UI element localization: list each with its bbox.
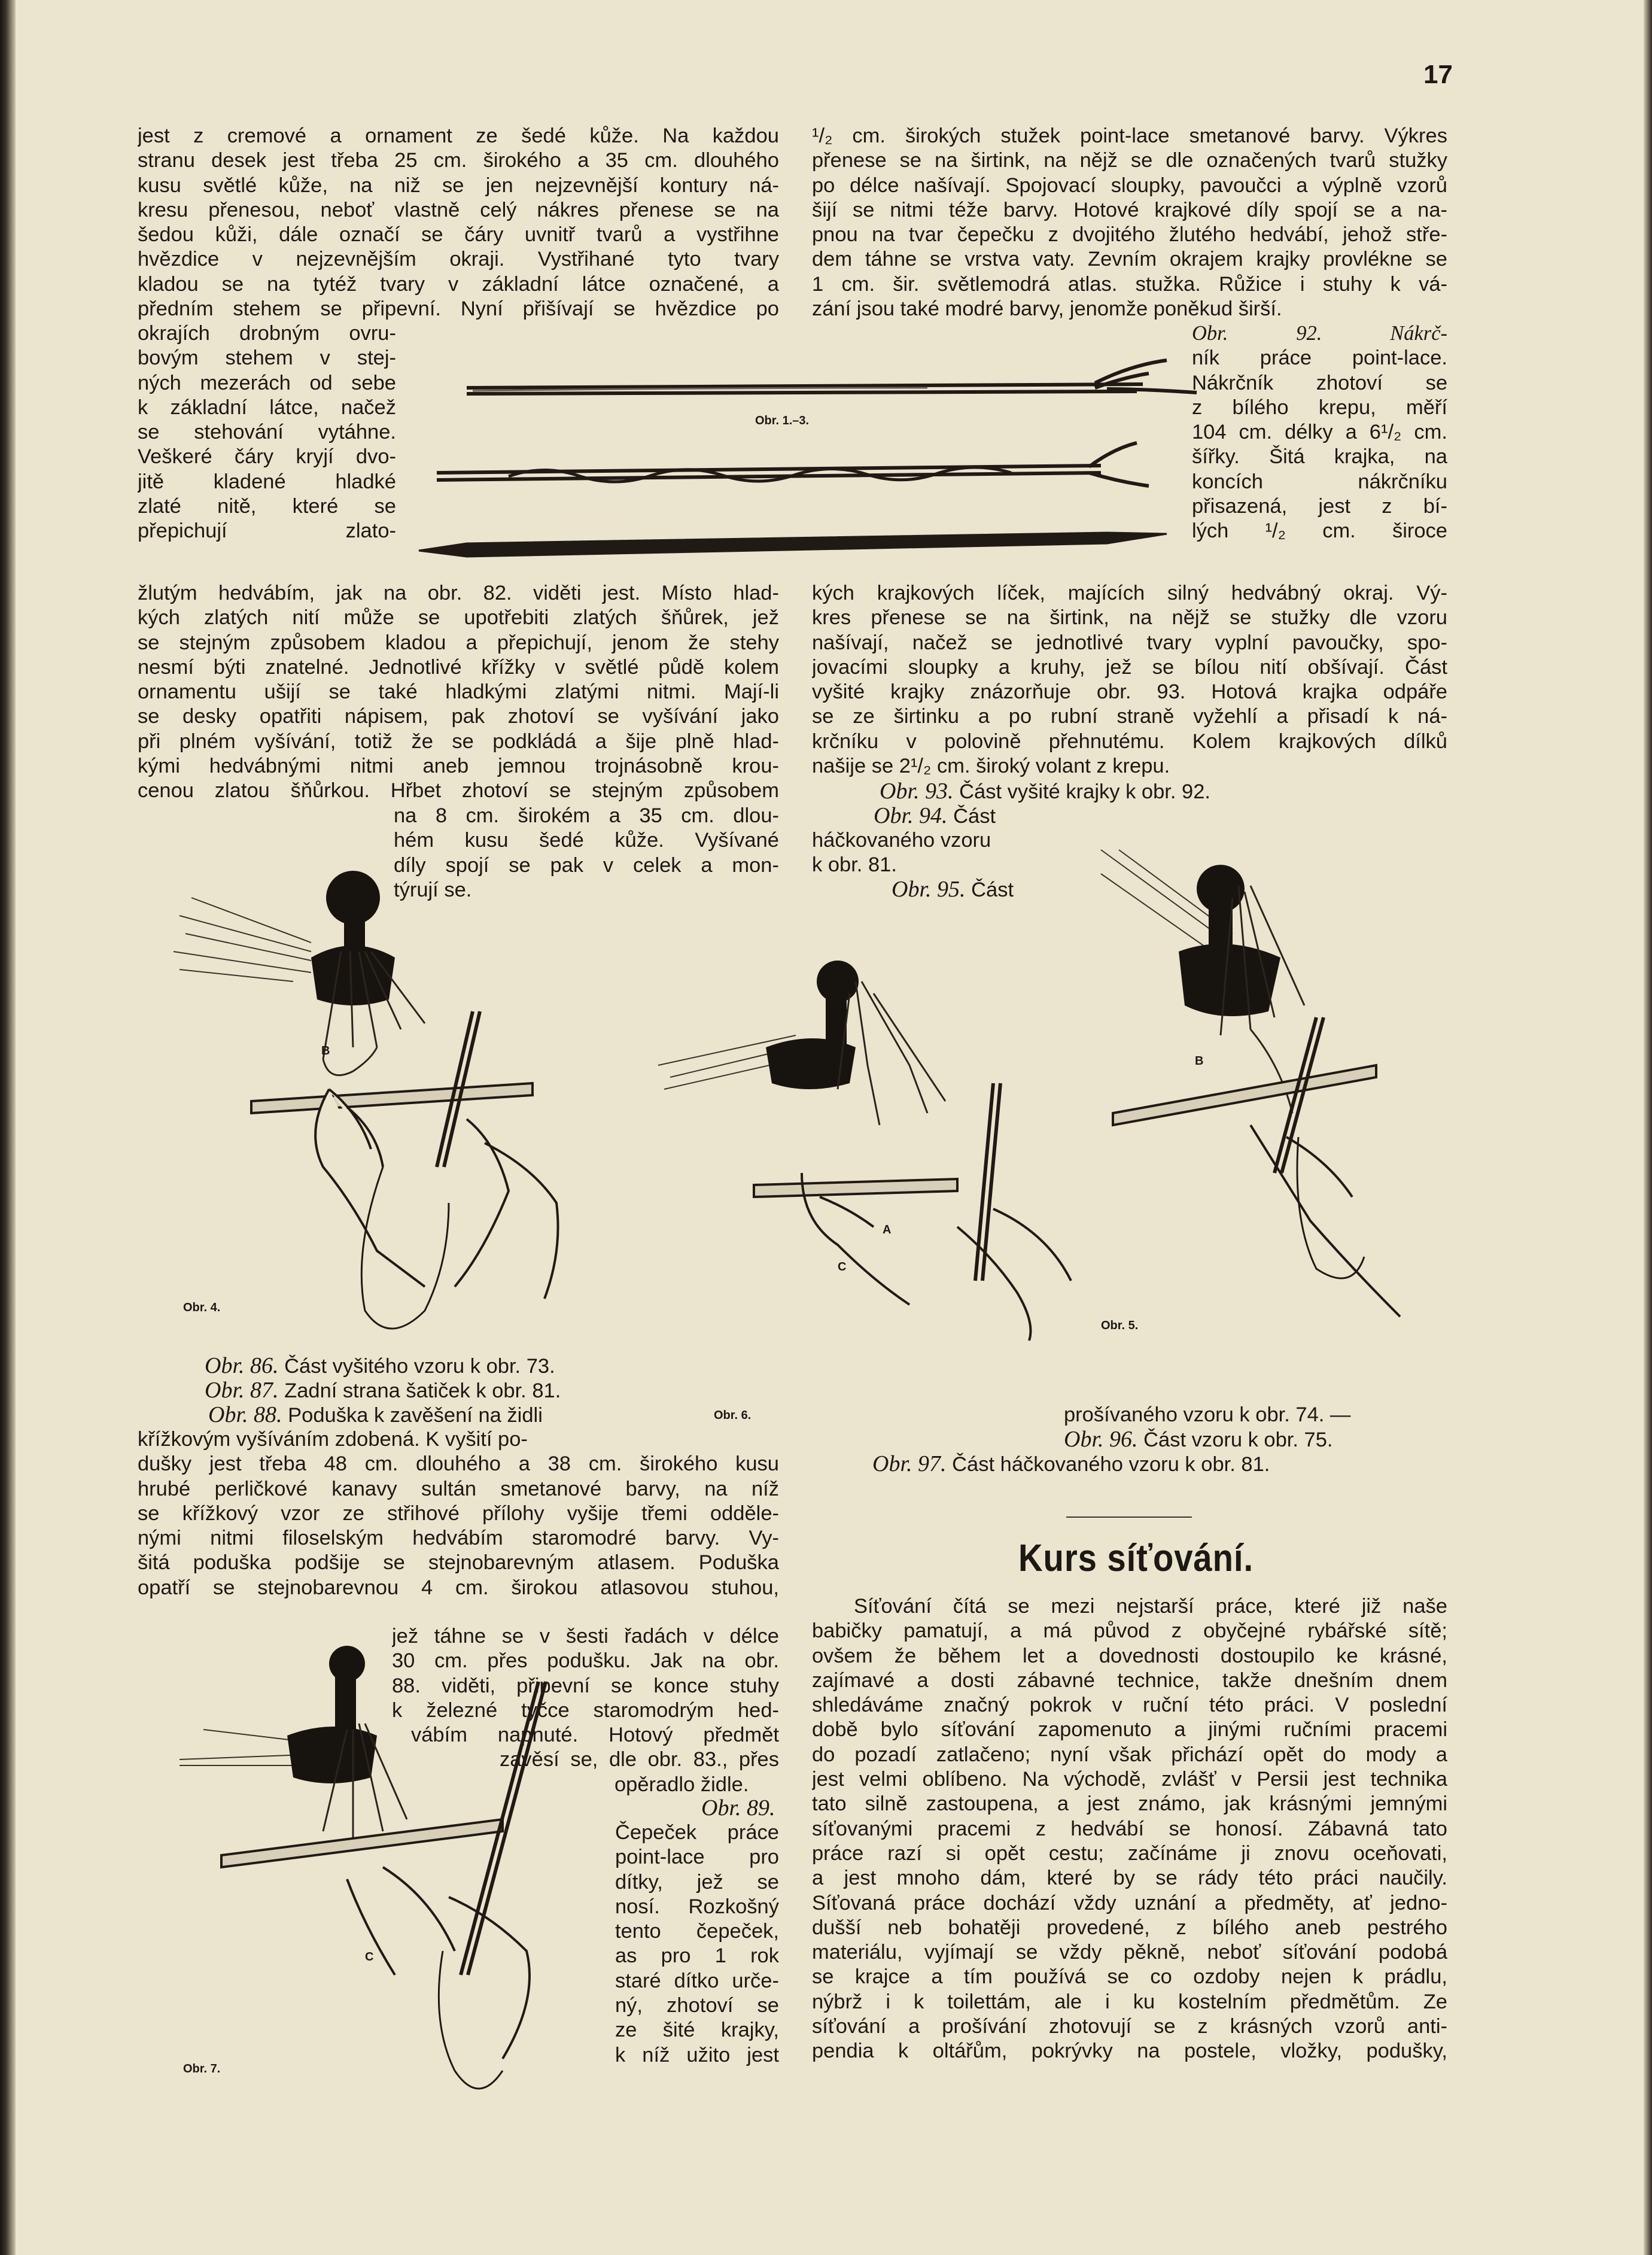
text-line: době bylo síťování zapomenuto a jinými ručními pracemi: [812, 1718, 1447, 1742]
figure-obr-6-netting-hands: [1101, 838, 1460, 1329]
text-line: kladou se na tytéž tvary v základní látce označené, a: [138, 272, 779, 296]
right-column-top: [812, 124, 1447, 321]
caption-text: Část vzoru k obr. 75.: [1143, 1429, 1333, 1451]
text-line: při plném vyšívání, totiž že se podkládá a šije plně hlad-: [138, 730, 779, 753]
figure-label-obr-1-3: Obr. 1.–3.: [755, 414, 810, 427]
caption-number: Obr. 93.: [880, 779, 954, 804]
text-line: se desky opatřiti nápisem, pak zhotoví se vyšívání jako: [138, 705, 779, 728]
text-line: Síťování čítá se mezi nejstarší práce, které již naše: [854, 1595, 1447, 1618]
figure-label-obr-4: Obr. 4.: [183, 1301, 221, 1314]
text-line: k níž užito jest: [615, 2043, 779, 2066]
needle-3: [419, 533, 1167, 557]
text-line: ornamentu ušijí se také hladkými zlatými nitmi. Mají-li: [138, 680, 779, 704]
text-line: našije se 2¹/₂ cm. široký volant z krepu.: [812, 755, 1170, 778]
text-line: ník práce point-lace.: [1192, 347, 1447, 370]
right-column-mid: [812, 581, 1447, 779]
left-column-narrowest: [615, 1821, 779, 2068]
text-line: koncích nákrčníku: [1192, 470, 1447, 493]
text-line: nýbrž i k toilettám, ale i ku kostelním předmětům. Ze: [812, 1990, 1447, 2013]
text-line: šijí se nitmi téže barvy. Hotové krajkové díly spojí se a na-: [812, 198, 1447, 221]
text-line: jež táhne se v šesti řadách v délce: [392, 1625, 779, 1648]
text-line: kých zlatých nití může se upotřebiti zlatých šňůrek, jež: [138, 606, 779, 630]
right-column-bottom: [812, 1594, 1447, 2064]
text-line: dušší neb bohatěji provedené, z bílého aneb pestrého: [812, 1916, 1447, 1939]
needle-1: [467, 360, 1197, 394]
net-threads: [323, 952, 425, 1075]
thread-loop: [439, 1951, 503, 2089]
text-line: stranu desek jest třeba 25 cm. širokého a 35 cm. dlouhého: [138, 149, 779, 172]
caption-text: Část: [971, 879, 1014, 901]
figure-letter-b: B: [321, 1044, 330, 1057]
caption-text: Část: [953, 805, 996, 828]
text-line: ¹/₂ cm. širokých stužek point-lace smetanové barvy. Výkres: [812, 124, 1447, 147]
text-line: 30 cm. přes podušku. Jak na obr.: [392, 1649, 779, 1673]
caption-number: Obr. 88.: [208, 1402, 282, 1427]
figure-label-obr-7: Obr. 7.: [183, 2062, 221, 2075]
text-line: hrubé perličkové kanavy sultán smetanové barvy, na níž: [138, 1477, 779, 1500]
text-line: dítky, jež se: [615, 1870, 779, 1894]
text-line: nesmí býti znatelné. Jednotlivé křížky v světlé půdě kolem: [138, 655, 779, 679]
text-line: babičky pamatují, a má původ z obyčejné rybářské sítě;: [812, 1619, 1447, 1643]
text-line: předním stehem se připevní. Nyní přišívají se hvězdice po: [138, 297, 779, 321]
text-line: ný, zhotoví se: [615, 1994, 779, 2017]
text-line: opatří se stejnobarevnou 4 cm. širokou atlasovou stuhou,: [138, 1576, 779, 1599]
text-line: opěradlo židle.: [614, 1773, 749, 1796]
left-column-wrap: [138, 321, 396, 544]
figure-label-obr-6: Obr. 6.: [714, 1409, 752, 1422]
text-line: kresu přenesou, neboť vlastně celý nákres přenese se na: [138, 198, 779, 221]
text-line: zlaté nitě, které se: [138, 495, 396, 518]
caption-obr-94-line3: k obr. 81.: [812, 853, 897, 876]
caption-obr-95: [892, 877, 1014, 902]
text-line: po délce našívají. Spojovací sloupky, pavoučci a výplně vzorů: [812, 174, 1447, 197]
text-line: ných mezerách od sebe: [138, 371, 396, 394]
book-spine-shadow: [0, 0, 16, 2255]
caption-number: Obr. 94.: [874, 803, 948, 828]
text-line: kres přenese se na širtink, na nějž se stužky dle vzoru: [812, 606, 1447, 630]
text-line: Nákrčník zhotoví se: [1192, 371, 1447, 394]
text-line: lých ¹/₂ cm. široce: [1192, 519, 1447, 543]
text-line: vábím napnuté. Hotový předmět: [411, 1724, 779, 1747]
gauge-stick: [754, 1179, 957, 1197]
figure-netting-needles: [389, 353, 1203, 569]
figure-letter-c-7: C: [365, 1950, 374, 1964]
text-line: 1 cm. šir. světlemodrá atlas. stužka. Růžice i stuhy k vá-: [812, 272, 1447, 296]
figure-obr-5-netting-hands: [658, 946, 1089, 1341]
text-line: kusu světlé kůže, na niž se jen nejzevnější kontury ná-: [138, 174, 779, 197]
text-line: tento čepeček,: [615, 1920, 779, 1943]
caption-text: Část háčkovaného vzoru k obr. 81.: [952, 1453, 1270, 1476]
text-line: shledáváme značný pokrok v ruční této práci. V poslední: [812, 1694, 1447, 1717]
clamp-knob: [287, 1646, 377, 1783]
text-line: krčníku v polovině přehnutému. Kolem krajkových dílků: [812, 730, 1447, 753]
hand-right: [1251, 1125, 1400, 1317]
caption-text: Poduška k zavěšení na židli: [288, 1404, 543, 1427]
text-line: materiálu, vyjímají se vždy pěkně, neboť síťování podobá: [812, 1941, 1447, 1964]
text-line: pnou na tvar čepečku z dvojitého žlutého hedvábí, jehož stře-: [812, 223, 1447, 247]
text-line: 88. viděti, připevní se konce stuhy: [392, 1674, 779, 1697]
figure-obr-4-netting-hands: [174, 832, 640, 1347]
left-column-mid: [138, 581, 779, 804]
text-line: síťovanými pracemi z hedvábí se honosí. Zábavná tato: [812, 1817, 1447, 1840]
text-line: týrují se.: [394, 878, 472, 901]
text-line: jovacími sloupky a kruhy, jež se bílou nití obšívají. Část: [812, 655, 1447, 679]
text-line: přepichují zlato-: [138, 519, 396, 543]
caption-obr-95-cont: prošívaného vzoru k obr. 74. —: [1064, 1403, 1351, 1426]
text-line: ovšem že během let a dovednosti dostoupilo ke krásné,: [812, 1644, 1447, 1667]
wood-texture: [174, 898, 311, 981]
caption-text: Zadní strana šatiček k obr. 81.: [284, 1379, 561, 1402]
page-number: 17: [1423, 60, 1453, 89]
text-line: k základní látce, načež: [138, 396, 396, 419]
text-line: dušky jest třeba 48 cm. dlouhého a 38 cm. širokého kusu: [138, 1452, 779, 1476]
figure-letter-c: C: [838, 1260, 847, 1274]
thread-loop: [1297, 1137, 1364, 1278]
netting-needle: [975, 1083, 1000, 1281]
caption-obr-89: Obr. 89.: [701, 1795, 775, 1821]
caption-number: Obr. 96.: [1064, 1427, 1138, 1452]
clamp-knob: [766, 961, 859, 1089]
text-line: se krajce a tím používá se co ozdoby nejen k prádlu,: [812, 1965, 1447, 1989]
needle-2: [437, 443, 1149, 486]
right-column-narrow: [1192, 321, 1447, 544]
text-line: se křížkový vzor ze střihové přílohy vyšije třemi odděle-: [138, 1502, 779, 1525]
hands: [347, 1867, 530, 2059]
text-line: síťování a prošívání zhotovují se z krásných vzorů anti-: [812, 2015, 1447, 2038]
text-line: hvězdice v nejzevnějším okraji. Vystřihané tyto tvary: [138, 248, 779, 271]
text-line: přisazená, jest z bí-: [1192, 495, 1447, 518]
caption-text: Část vyšitého vzoru k obr. 73.: [284, 1355, 555, 1378]
figure-obr-7-netting-hands: [168, 1640, 622, 2113]
text-line: 104 cm. délky a 6¹/₂ cm.: [1192, 421, 1447, 444]
section-heading: Kurs síťování.: [1018, 1536, 1254, 1579]
caption-obr-88: [208, 1403, 543, 1428]
text-line: přenese se na širtink, na nějž se dle označených tvarů stužky: [812, 149, 1447, 172]
section-divider: [1066, 1516, 1192, 1518]
text-line: práce razí si opět cestu; začínáme ji znovu oceňovati,: [812, 1841, 1447, 1865]
text-line: Síťovaná práce dochází vždy uznání a předměty, ať jedno-: [812, 1891, 1447, 1914]
caption-number: Obr. 97.: [872, 1451, 947, 1476]
gauge-stick: [1113, 1065, 1376, 1125]
text-line: staré dítko urče-: [615, 1969, 779, 1992]
text-line: ze šité krajky,: [615, 2019, 779, 2042]
text-line: se stejným způsobem kladou a přepichují, jenom že stehy: [138, 631, 779, 654]
text-line: dem táhne se vrstva vaty. Zevním okrajem krajky provlékne se: [812, 248, 1447, 271]
text-line: na 8 cm. širokém a 35 cm. dlou-: [394, 804, 779, 827]
text-line: zavěsí se, dle obr. 83., přes: [500, 1748, 779, 1771]
figure-letter-b-6: B: [1195, 1054, 1204, 1068]
caption-obr-87: [205, 1378, 561, 1403]
caption-obr-97: [872, 1452, 1270, 1477]
left-column-top: [138, 124, 779, 321]
gauge-stick: [251, 1083, 533, 1113]
text-line: díly spojí se pak v celek a mon-: [394, 853, 779, 877]
text-line: jitě kladené hladké: [138, 470, 396, 493]
caption-number: Obr. 86.: [205, 1353, 279, 1378]
left-column-lower: [138, 1427, 779, 1600]
page-edge-shadow: [1644, 0, 1652, 2255]
text-line: šitá poduška podšije se stejnobarevným atlasem. Poduška: [138, 1551, 779, 1575]
text-line: žlutým hedvábím, jak na obr. 82. viděti jest. Místo hlad-: [138, 582, 779, 604]
caption-obr-86: [205, 1354, 555, 1379]
caption-obr-94: [874, 804, 996, 829]
text-line: point-lace pro: [615, 1846, 779, 1869]
text-line: pendia k oltářům, pokrývky na postele, vložky, podušky,: [812, 2040, 1447, 2063]
caption-number: Obr. 95.: [892, 877, 966, 902]
text-line: z bílého krepu, měří: [1192, 396, 1447, 419]
text-line: bovým stehem v stej-: [138, 347, 396, 370]
text-line: našívají, načež se jednotlivé tvary vyplní pavoučky, spo-: [812, 631, 1447, 654]
caption-number: Obr. 87.: [205, 1378, 279, 1403]
text-line: jest velmi oblíbeno. Na východě, zvlášť v Persii jest technika: [812, 1768, 1447, 1791]
figure-label-obr-5: Obr. 5.: [1101, 1319, 1139, 1332]
text-line: kých krajkových líček, majících silný hedvábný okraj. Vý-: [812, 582, 1447, 604]
text-line: k železné tyčce staromodrým hed-: [392, 1698, 779, 1722]
text-line: a jest mnoho dám, které by se rády této práci naučily.: [812, 1867, 1447, 1890]
text-line: okrajích drobným ovru-: [138, 322, 396, 345]
text-line: Čepeček práce: [615, 1821, 779, 1844]
text-line: křížkovým vyšíváním zdobená. K vyšití po-: [138, 1428, 528, 1451]
text-line: šířky. Šitá krajka, na: [1192, 445, 1447, 469]
text-line: do pozadí zatlačeno; nyní však přichází opět do mody a: [812, 1743, 1447, 1766]
text-line: zání jsou také modré barvy, jenomže poněkud širší.: [812, 297, 1282, 321]
caption-obr-93: [880, 779, 1210, 804]
text-line: tato silně zastoupena, a jest známo, jak krásnými jemnými: [812, 1792, 1447, 1816]
text-line: as pro 1 rok: [615, 1944, 779, 1968]
text-line: vyšité krajky znázorňuje obr. 93. Hotová krajka odpáře: [812, 680, 1447, 704]
text-line: se stehování vytáhne.: [138, 421, 396, 444]
caption-text: Část vyšité krajky k obr. 92.: [959, 780, 1211, 803]
caption-obr-94-line2: háčkovaného vzoru: [812, 829, 991, 852]
text-line: nosí. Rozkošný: [615, 1895, 779, 1918]
gauge-stick: [221, 1819, 503, 1867]
text-line: Obr. 92. Nákrč-: [1192, 322, 1447, 345]
text-line: zajímavé a dosti zábavné technice, takže dnešním dnem: [812, 1669, 1447, 1692]
clamp-knob: [311, 871, 395, 1005]
text-line: se ze širtinku a po rubní straně vyžehlí a přisadí k ná-: [812, 705, 1447, 728]
text-line: jest z cremové a ornament ze šedé kůže. Na každou: [138, 124, 779, 147]
hand-right: [455, 1119, 558, 1299]
text-line: Veškeré čáry kryjí dvo-: [138, 445, 396, 469]
text-line: šedou kůži, dále označí se čáry uvnitř tvarů a vystřihne: [138, 223, 779, 247]
text-line: hém kusu šedé kůže. Vyšívané: [394, 829, 779, 852]
hand-left: [315, 1089, 425, 1287]
text-line: cenou zlatou šňůrkou. Hřbet zhotoví se stejným způsobem: [138, 779, 779, 803]
text-line: kými hedvábnými nitmi aneb jemnou trojnásobně krou-: [138, 755, 779, 778]
text-line: nými nitmi filoselským hedvábím staromodré barvy. Vy-: [138, 1527, 779, 1550]
figure-letter-a: A: [883, 1223, 892, 1236]
caption-obr-96: [1064, 1427, 1333, 1452]
